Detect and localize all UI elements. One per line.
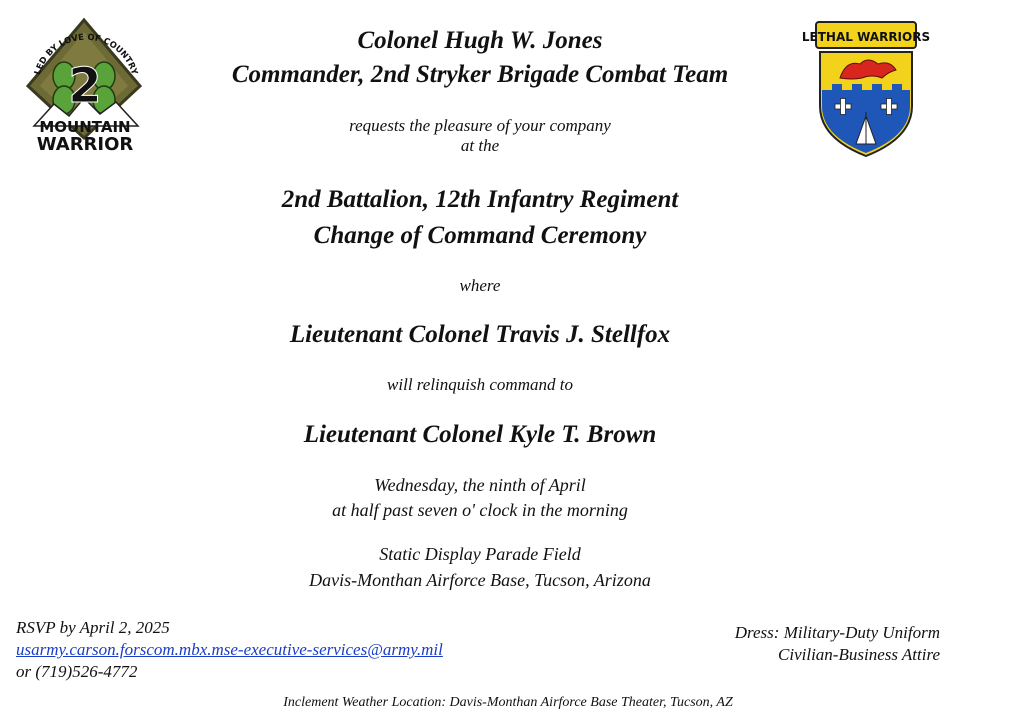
request-text xyxy=(0,116,960,156)
rsvp-phone: or (719)526-4772 xyxy=(16,662,138,681)
rsvp-email-link[interactable]: usarmy.carson.forscom.mbx.mse-executive-services@army.mil xyxy=(16,640,443,659)
event-title-line2: Change of Command Ceremony xyxy=(313,222,647,249)
incoming-commander: Lieutenant Colonel Kyle T. Brown xyxy=(303,421,657,448)
where-text: where xyxy=(459,276,501,295)
dress-line1: Dress: Military-Duty Uniform xyxy=(734,623,940,642)
venue-line2: Davis-Monthan Airforce Base, Tucson, Arizona xyxy=(309,570,651,590)
dress-code xyxy=(735,622,940,666)
rsvp-block xyxy=(16,617,443,683)
at-the-line: at the xyxy=(460,136,500,155)
event-title-line1: 2nd Battalion, 12th Infantry Regiment xyxy=(281,186,679,213)
request-line: requests the pleasure of your company xyxy=(349,116,611,135)
logo-word-warrior: WARRIOR xyxy=(36,134,134,155)
relinquish-text: will relinquish command to xyxy=(387,375,573,394)
logo-word-mountain: MOUNTAIN xyxy=(39,118,131,136)
inclement-weather-note: Inclement Weather Location: Davis-Monthan Airforce Base Theater, Tucson, AZ xyxy=(283,695,733,710)
dress-line2: Civilian-Business Attire xyxy=(778,645,940,664)
rsvp-deadline: RSVP by April 2, 2025 xyxy=(16,618,170,637)
crest-banner-text: LETHAL WARRIORS xyxy=(801,30,931,44)
host-name: Colonel Hugh W. Jones xyxy=(357,27,603,54)
logo-arc-text: LED BY LOVE OF COUNTRY xyxy=(32,32,140,77)
venue-line1: Static Display Parade Field xyxy=(379,544,581,564)
ceremony-date: Wednesday, the ninth of April xyxy=(374,475,586,495)
host-title: Commander, 2nd Stryker Brigade Combat Team xyxy=(231,61,729,88)
outgoing-commander: Lieutenant Colonel Travis J. Stellfox xyxy=(289,321,671,348)
ceremony-time: at half past seven o' clock in the morning xyxy=(332,500,628,520)
logo-numeral: 2 xyxy=(68,58,102,114)
